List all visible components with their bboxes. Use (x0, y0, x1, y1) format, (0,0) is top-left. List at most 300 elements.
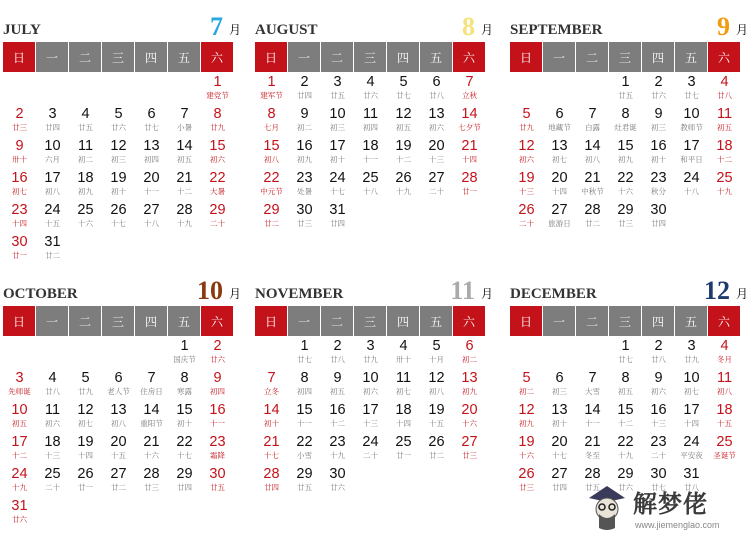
day-number: 25 (44, 466, 61, 482)
weekday-label: 一 (288, 42, 320, 72)
lunar-label: 廿七 (144, 123, 159, 132)
day-cell (543, 434, 576, 466)
lunar-label: 廿九 (210, 123, 225, 132)
month-header (255, 268, 495, 306)
day-number: 25 (716, 434, 733, 450)
day-cell (708, 338, 741, 370)
day-number: 6 (432, 74, 441, 90)
month-name: OCTOBER (3, 286, 78, 302)
day-cell (675, 370, 708, 402)
lunar-label: 十五 (429, 419, 444, 428)
day-cell (321, 170, 354, 202)
day-cell (135, 170, 168, 202)
lunar-label: 初九 (78, 187, 93, 196)
day-cell (387, 402, 420, 434)
lunar-label: 初五 (396, 123, 411, 132)
day-number: 24 (362, 434, 379, 450)
weekday-label: 三 (354, 42, 386, 72)
day-cell (420, 74, 453, 106)
lunar-label: 初十 (111, 187, 126, 196)
weekday-label: 二 (69, 42, 101, 72)
lunar-label: 十四 (396, 419, 411, 428)
day-cell (354, 370, 387, 402)
day-number: 8 (621, 370, 630, 386)
lunar-label: 初十 (330, 155, 345, 164)
day-number: 11 (395, 370, 412, 386)
day-cell (387, 170, 420, 202)
month-suffix: 月 (480, 23, 493, 37)
day-cell (675, 338, 708, 370)
day-cell (135, 434, 168, 466)
day-cell (36, 202, 69, 234)
day-number: 26 (518, 466, 535, 482)
day-cell (255, 106, 288, 138)
day-number: 10 (44, 138, 61, 154)
day-number: 5 (432, 338, 441, 354)
lunar-label: 廿一 (396, 451, 411, 460)
day-number: 20 (461, 402, 478, 418)
day-number: 31 (329, 202, 346, 218)
lunar-label: 先师诞 (8, 387, 31, 396)
lunar-label: 廿八 (45, 387, 60, 396)
day-number: 15 (617, 138, 634, 154)
day-number: 4 (366, 74, 375, 90)
day-number: 3 (15, 370, 24, 386)
day-number: 25 (716, 170, 733, 186)
month-number: 12 (704, 276, 730, 305)
day-number: 23 (650, 434, 667, 450)
day-cell (201, 170, 234, 202)
lunar-label: 十九 (12, 483, 27, 492)
day-cell (453, 170, 486, 202)
day-cell (387, 138, 420, 170)
day-cell (609, 74, 642, 106)
lunar-label: 廿六 (210, 355, 225, 364)
day-cell (102, 402, 135, 434)
day-cell (576, 202, 609, 234)
day-number: 28 (263, 466, 280, 482)
day-cell (288, 466, 321, 498)
day-number: 15 (176, 402, 193, 418)
day-number: 2 (300, 74, 309, 90)
day-cell (69, 434, 102, 466)
day-number: 16 (650, 402, 667, 418)
day-cell (69, 402, 102, 434)
day-cell (201, 74, 234, 106)
lunar-label: 十一 (585, 419, 600, 428)
weekday-label: 三 (102, 306, 134, 336)
day-number: 21 (176, 170, 193, 186)
lunar-label: 二十 (519, 219, 534, 228)
lunar-label: 平安夜 (680, 451, 703, 460)
day-cell (609, 338, 642, 370)
lunar-label: 十一 (210, 419, 225, 428)
day-cell (69, 138, 102, 170)
day-number: 12 (518, 402, 535, 418)
lunar-label: 十八 (144, 219, 159, 228)
day-cell (168, 466, 201, 498)
lunar-label: 十八 (684, 187, 699, 196)
lunar-label: 初四 (297, 387, 312, 396)
weekday-label: 日 (510, 306, 542, 336)
day-cell (36, 370, 69, 402)
day-number: 4 (720, 338, 729, 354)
day-cell (321, 370, 354, 402)
weekday-label: 五 (675, 42, 707, 72)
day-number: 12 (428, 370, 445, 386)
day-cell (135, 138, 168, 170)
day-cell (354, 338, 387, 370)
day-number: 24 (683, 434, 700, 450)
day-number: 24 (329, 170, 346, 186)
lunar-label: 初六 (519, 155, 534, 164)
month-july (3, 4, 243, 266)
lunar-label: 廿五 (78, 123, 93, 132)
day-number: 24 (44, 202, 61, 218)
day-cell (69, 202, 102, 234)
weekday-label: 五 (420, 306, 452, 336)
day-cell (387, 338, 420, 370)
day-number: 3 (333, 74, 342, 90)
site-watermark (585, 478, 745, 538)
day-cell (708, 138, 741, 170)
day-number: 25 (395, 434, 412, 450)
lunar-label: 初三 (111, 155, 126, 164)
empty-day-cell (135, 338, 168, 370)
day-number: 7 (180, 106, 189, 122)
lunar-label: 廿三 (297, 219, 312, 228)
day-number: 30 (650, 202, 667, 218)
fortune-teller-logo-icon (585, 482, 629, 532)
day-cell (354, 138, 387, 170)
day-cell (36, 466, 69, 498)
day-number: 7 (588, 106, 597, 122)
lunar-label: 初三 (552, 387, 567, 396)
weekday-label: 一 (543, 306, 575, 336)
lunar-label: 十七 (111, 219, 126, 228)
day-number: 15 (617, 402, 634, 418)
day-cell (642, 74, 675, 106)
day-cell (321, 434, 354, 466)
day-number: 14 (143, 402, 160, 418)
day-cell (36, 402, 69, 434)
empty-day-cell (576, 74, 609, 106)
day-cell (3, 498, 36, 530)
weekday-header-row (510, 306, 750, 336)
lunar-label: 地藏节 (548, 123, 571, 132)
day-cell (69, 106, 102, 138)
lunar-label: 十九 (330, 451, 345, 460)
empty-day-cell (135, 74, 168, 106)
day-cell (453, 402, 486, 434)
day-number: 29 (296, 466, 313, 482)
lunar-label: 初七 (78, 419, 93, 428)
day-cell (168, 338, 201, 370)
day-cell (36, 434, 69, 466)
day-cell (255, 74, 288, 106)
day-cell (168, 138, 201, 170)
weekday-label: 二 (576, 306, 608, 336)
weekday-label: 日 (510, 42, 542, 72)
weekday-header-row (3, 306, 243, 336)
lunar-label: 小雪 (297, 451, 312, 460)
day-number: 1 (621, 338, 630, 354)
lunar-label: 十六 (78, 219, 93, 228)
day-cell (420, 402, 453, 434)
day-cell (543, 202, 576, 234)
day-cell (453, 74, 486, 106)
day-number: 14 (584, 138, 601, 154)
day-cell (288, 74, 321, 106)
day-cell (321, 402, 354, 434)
day-cell (36, 106, 69, 138)
day-number: 31 (683, 466, 700, 482)
day-number: 9 (654, 370, 663, 386)
lunar-label: 廿六 (618, 483, 633, 492)
day-cell (387, 106, 420, 138)
day-cell (510, 170, 543, 202)
day-cell (675, 170, 708, 202)
weekday-header-row (255, 306, 495, 336)
day-cell (288, 434, 321, 466)
day-cell (288, 370, 321, 402)
month-name: SEPTEMBER (510, 22, 603, 38)
day-number: 28 (176, 202, 193, 218)
lunar-label: 廿八 (684, 483, 699, 492)
lunar-label: 廿七 (297, 355, 312, 364)
day-number: 22 (176, 434, 193, 450)
day-number: 22 (617, 170, 634, 186)
lunar-label: 六月 (45, 155, 60, 164)
empty-day-cell (36, 74, 69, 106)
lunar-label: 立冬 (264, 387, 279, 396)
month-header (3, 4, 243, 42)
lunar-label: 大雪 (585, 387, 600, 396)
day-cell (3, 234, 36, 266)
lunar-label: 初六 (429, 123, 444, 132)
weekday-label: 一 (288, 306, 320, 336)
weekday-label: 六 (201, 306, 233, 336)
day-cell (420, 138, 453, 170)
weekday-label: 五 (168, 306, 200, 336)
weekday-label: 二 (69, 306, 101, 336)
month-august (255, 4, 495, 234)
day-grid (510, 338, 750, 498)
day-number: 21 (461, 138, 478, 154)
day-cell (354, 170, 387, 202)
lunar-label: 寒露 (177, 387, 192, 396)
day-number: 7 (267, 370, 276, 386)
watermark-text: 解梦佬 (633, 490, 708, 518)
day-number: 2 (213, 338, 222, 354)
lunar-label: 十六 (519, 451, 534, 460)
day-cell (354, 402, 387, 434)
day-cell (321, 138, 354, 170)
day-number: 1 (180, 338, 189, 354)
lunar-label: 白露 (585, 123, 600, 132)
day-number: 28 (584, 466, 601, 482)
day-number: 4 (81, 106, 90, 122)
day-cell (510, 202, 543, 234)
weekday-header-row (255, 42, 495, 72)
lunar-label: 十六 (618, 187, 633, 196)
lunar-label: 十三 (429, 155, 444, 164)
lunar-label: 十四 (78, 451, 93, 460)
lunar-label: 初八 (45, 187, 60, 196)
day-number: 12 (395, 106, 412, 122)
lunar-label: 初九 (297, 155, 312, 164)
day-cell (102, 466, 135, 498)
lunar-label: 廿四 (264, 483, 279, 492)
month-october (3, 268, 243, 530)
day-cell (321, 106, 354, 138)
day-number: 17 (11, 434, 28, 450)
lunar-label: 初八 (585, 155, 600, 164)
day-number: 5 (114, 106, 123, 122)
day-cell (420, 370, 453, 402)
day-number: 7 (465, 74, 474, 90)
day-cell (576, 370, 609, 402)
day-cell (3, 402, 36, 434)
lunar-label: 十二 (177, 187, 192, 196)
day-cell (168, 202, 201, 234)
day-number: 16 (650, 138, 667, 154)
day-number: 3 (687, 74, 696, 90)
day-cell (543, 370, 576, 402)
day-cell (642, 434, 675, 466)
day-cell (3, 138, 36, 170)
lunar-label: 十月 (429, 355, 444, 364)
day-cell (642, 370, 675, 402)
day-number: 4 (48, 370, 57, 386)
day-cell (543, 138, 576, 170)
day-number: 12 (518, 138, 535, 154)
lunar-label: 廿三 (618, 219, 633, 228)
weekday-label: 五 (168, 42, 200, 72)
day-number: 17 (683, 402, 700, 418)
day-number: 22 (617, 434, 634, 450)
weekday-header-row (3, 42, 243, 72)
month-december (510, 268, 750, 498)
day-number: 11 (77, 138, 94, 154)
lunar-label: 建军节 (260, 91, 283, 100)
lunar-label: 廿四 (330, 219, 345, 228)
weekday-label: 四 (135, 306, 167, 336)
lunar-label: 十五 (717, 419, 732, 428)
day-number: 10 (683, 370, 700, 386)
day-cell (36, 234, 69, 266)
day-number: 8 (621, 106, 630, 122)
day-cell (576, 138, 609, 170)
day-number: 10 (329, 106, 346, 122)
day-cell (69, 370, 102, 402)
day-cell (168, 170, 201, 202)
lunar-label: 十七 (552, 451, 567, 460)
lunar-label: 初六 (45, 419, 60, 428)
day-cell (675, 434, 708, 466)
lunar-label: 十九 (177, 219, 192, 228)
day-cell (321, 202, 354, 234)
day-number: 6 (555, 370, 564, 386)
lunar-label: 初四 (210, 387, 225, 396)
day-cell (201, 202, 234, 234)
weekday-label: 三 (609, 42, 641, 72)
lunar-label: 初八 (111, 419, 126, 428)
month-suffix: 月 (480, 287, 493, 301)
day-cell (69, 170, 102, 202)
day-cell (201, 338, 234, 370)
day-number: 9 (654, 106, 663, 122)
lunar-label: 廿四 (177, 483, 192, 492)
day-cell (354, 106, 387, 138)
weekday-label: 日 (255, 306, 287, 336)
day-number: 28 (143, 466, 160, 482)
day-number: 24 (11, 466, 28, 482)
day-number: 26 (77, 466, 94, 482)
day-cell (708, 370, 741, 402)
day-cell (453, 106, 486, 138)
month-name: DECEMBER (510, 286, 597, 302)
lunar-label: 初八 (717, 387, 732, 396)
day-number: 18 (716, 138, 733, 154)
day-number: 13 (143, 138, 160, 154)
day-cell (321, 466, 354, 498)
lunar-label: 廿五 (618, 91, 633, 100)
lunar-label: 处暑 (297, 187, 312, 196)
lunar-label: 廿二 (45, 251, 60, 260)
month-number: 7 (210, 12, 223, 41)
day-number: 20 (551, 434, 568, 450)
day-number: 17 (683, 138, 700, 154)
day-number: 12 (110, 138, 127, 154)
day-number: 17 (362, 402, 379, 418)
lunar-label: 廿四 (552, 483, 567, 492)
day-number: 1 (621, 74, 630, 90)
lunar-label: 廿一 (462, 187, 477, 196)
day-number: 31 (44, 234, 61, 250)
day-number: 11 (716, 370, 733, 386)
day-number: 30 (209, 466, 226, 482)
day-cell (420, 338, 453, 370)
day-number: 9 (15, 138, 24, 154)
day-cell (387, 74, 420, 106)
day-cell (543, 466, 576, 498)
day-number: 18 (44, 434, 61, 450)
lunar-label: 廿五 (297, 483, 312, 492)
lunar-label: 初七 (684, 387, 699, 396)
day-number: 29 (209, 202, 226, 218)
day-number: 29 (176, 466, 193, 482)
lunar-label: 廿五 (330, 91, 345, 100)
empty-day-cell (102, 338, 135, 370)
day-number: 16 (329, 402, 346, 418)
day-number: 26 (518, 202, 535, 218)
day-number: 11 (362, 106, 379, 122)
day-number: 7 (147, 370, 156, 386)
day-number: 23 (329, 434, 346, 450)
month-name: NOVEMBER (255, 286, 344, 302)
lunar-label: 初五 (330, 387, 345, 396)
day-number: 27 (143, 202, 160, 218)
day-number: 3 (366, 338, 375, 354)
day-number: 10 (683, 106, 700, 122)
day-number: 19 (428, 402, 445, 418)
day-number: 8 (180, 370, 189, 386)
lunar-label: 初五 (177, 155, 192, 164)
day-number: 1 (213, 74, 222, 90)
day-cell (576, 170, 609, 202)
lunar-label: 初十 (651, 155, 666, 164)
